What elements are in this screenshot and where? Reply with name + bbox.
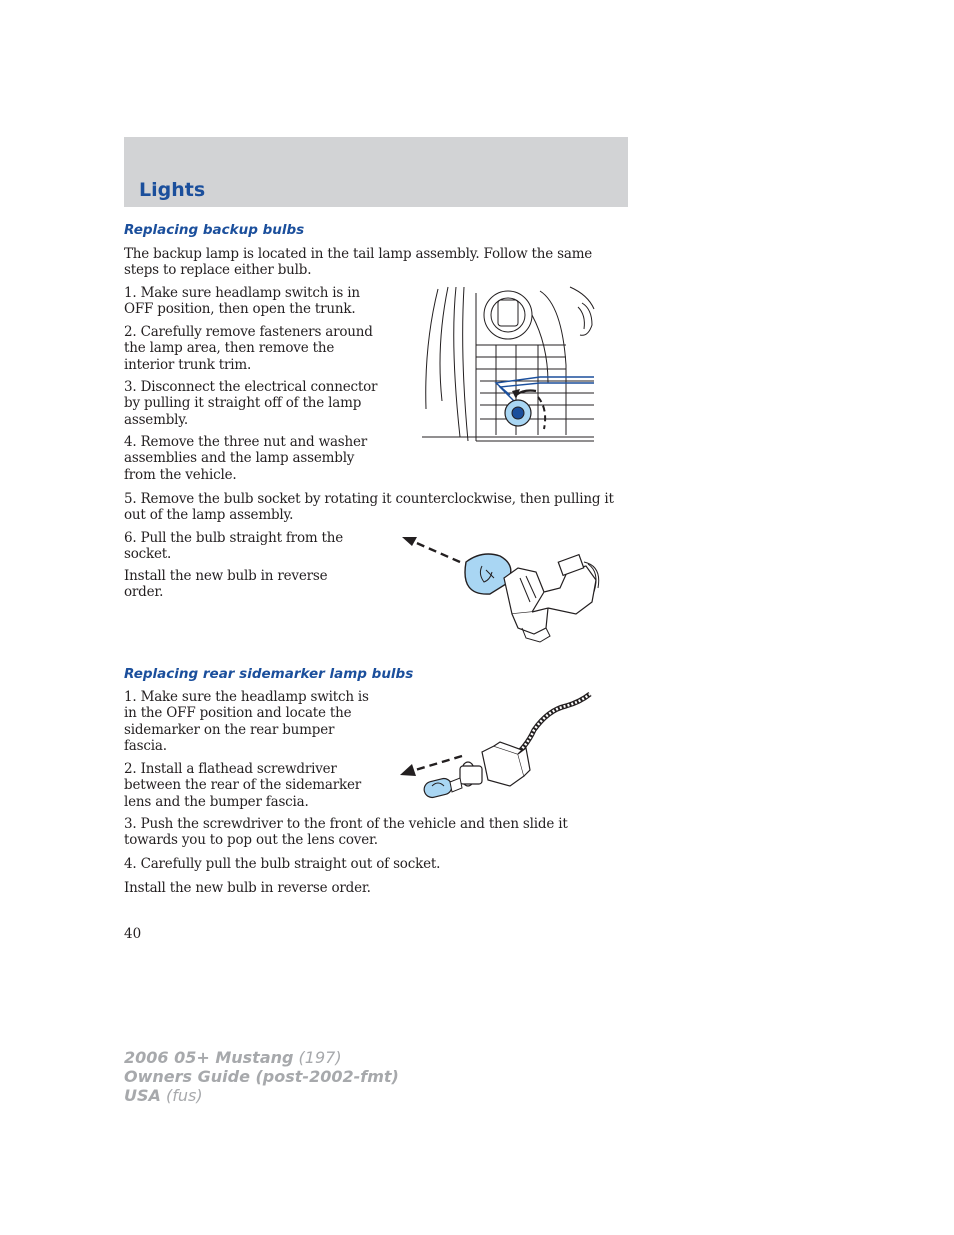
backup-step-6: 6. Pull the bulb straight from the socket. — [124, 530, 344, 563]
backup-bulb-removal-illustration — [400, 532, 602, 644]
sidemarker-step-1: 1. Make sure the headlamp switch is in the OFF position and locate the sidemarker on the rear bumper fascia. — [124, 689, 369, 755]
bulb-icon — [465, 554, 511, 594]
footer-model-code: (197) — [293, 1048, 342, 1067]
footer-market: USA — [124, 1086, 161, 1105]
sidemarker-step-3: 3. Push the screwdriver to the front of the vehicle and then slide it towards you to pop out the lens cover. — [124, 816, 568, 849]
pull-direction-arrow-icon-2 — [412, 756, 462, 771]
rotation-path-icon — [538, 397, 545, 429]
tail-lamp-assembly-illustration — [420, 285, 598, 447]
backup-step-5: 5. Remove the bulb socket by rotating it counterclockwise, then pulling it out of the lamp assembly. — [124, 491, 614, 524]
section-header-band — [124, 137, 628, 207]
backup-step-4: 4. Remove the three nut and washer assemblies and the lamp assembly from the vehicle. — [124, 434, 368, 483]
section-heading-sidemarker: Replacing rear sidemarker lamp bulbs — [124, 666, 414, 682]
intro-paragraph: The backup lamp is located in the tail lamp assembly. Follow the same steps to replace either bulb. — [124, 246, 593, 279]
footer-info — [124, 1048, 399, 1105]
wedge-bulb-icon — [422, 777, 453, 799]
page-number: 40 — [124, 926, 142, 942]
footer-market-code: (fus) — [160, 1086, 203, 1105]
backup-step-1: 1. Make sure headlamp switch is in OFF position, then open the trunk. — [124, 285, 360, 318]
backup-closing: Install the new bulb in reverse order. — [124, 568, 328, 601]
backup-step-3: 3. Disconnect the electrical connector by pulling it straight off of the lamp assembly. — [124, 379, 378, 428]
backup-step-2: 2. Carefully remove fasteners around the lamp area, then remove the interior trunk trim. — [124, 324, 373, 373]
sidemarker-step-4: 4. Carefully pull the bulb straight out of socket. — [124, 856, 441, 872]
page-title: Lights — [139, 179, 206, 201]
footer-guide: Owners Guide (post-2002-fmt) — [124, 1067, 399, 1086]
footer-model: 2006 05+ Mustang — [124, 1048, 294, 1067]
sidemarker-bulb-illustration — [398, 690, 602, 810]
pull-direction-arrow-icon — [412, 541, 460, 562]
sidemarker-closing: Install the new bulb in reverse order. — [124, 880, 371, 896]
section-heading-backup-bulbs: Replacing backup bulbs — [124, 222, 305, 238]
sidemarker-step-2: 2. Install a flathead screwdriver between the rear of the sidemarker lens and the bumper fascia. — [124, 761, 362, 810]
